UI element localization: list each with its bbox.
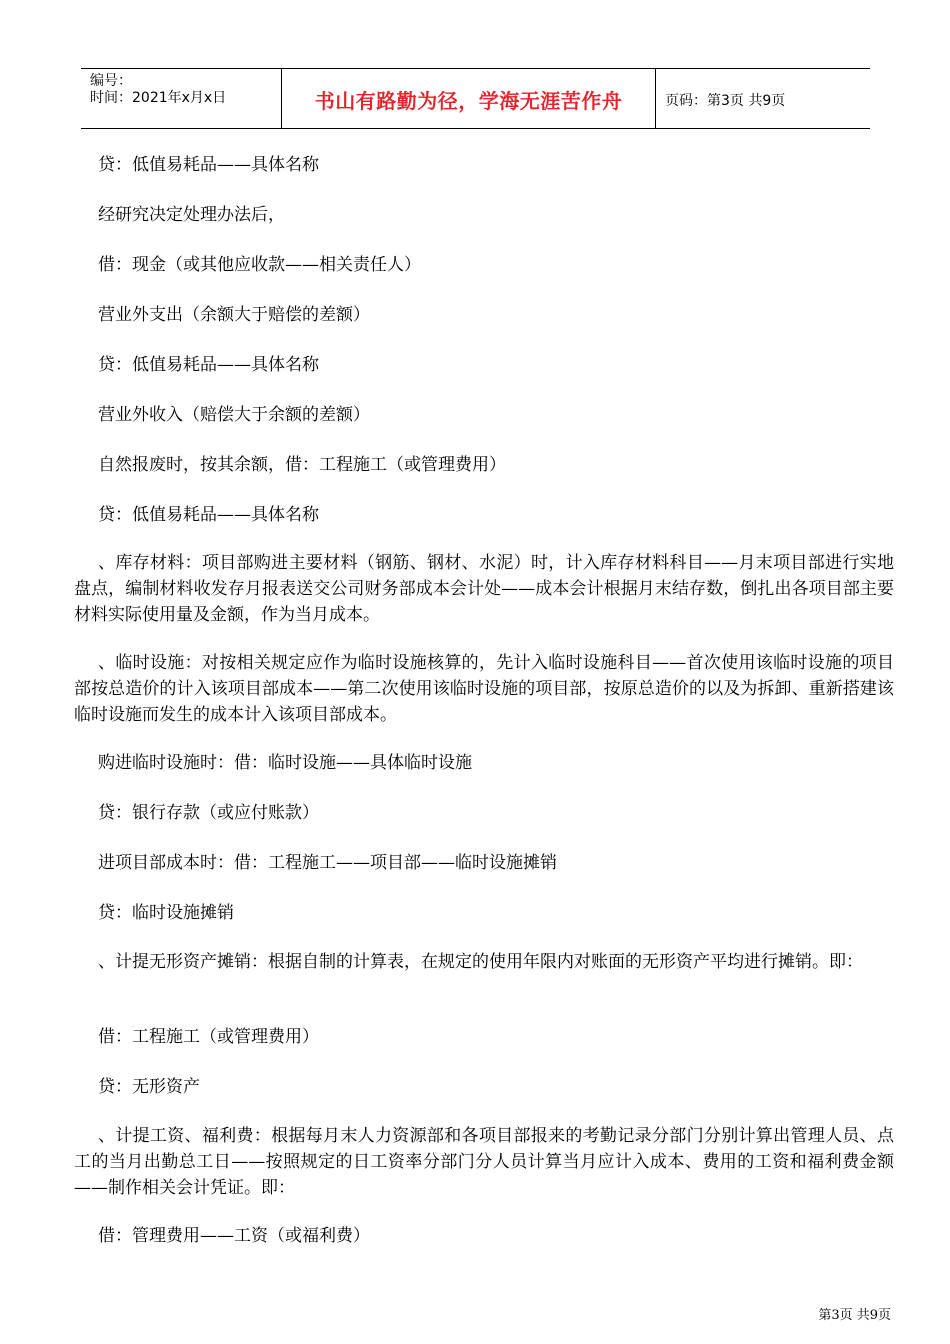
body-line: 购进临时设施时：借：临时设施——具体临时设施 <box>98 753 472 773</box>
body-line: 经研究决定处理办法后， <box>98 205 285 225</box>
paragraph-inventory: 、库存材料：项目部购进主要材料（钢筋、钢材、水泥）时，计入库存材料科目——月末项目部进行实地盘点，编制材料收发存月报表送交公司财务部成本会计处——成本会计根据月末结存数，倒扎出各项目部主要材料实际使用量及金额，作为当月成本。 <box>74 553 894 625</box>
body-line: 贷：银行存款（或应付账款） <box>98 803 319 823</box>
body-line: 进项目部成本时：借：工程施工——项目部——临时设施摊销 <box>98 853 557 873</box>
body-line: 营业外收入（赔偿大于余额的差额） <box>98 405 370 425</box>
paragraph-wages: 、计提工资、福利费：根据每月末人力资源部和各项目部报来的考勤记录分部门分别计算出管理人员、点工的当月出勤总工日——按照规定的日工资率分部门分人员计算当月应计入成本、费用的工资和福利费金额——制作相关会计凭证。即： <box>74 1126 894 1198</box>
body-line: 自然报废时，按其余额，借：工程施工（或管理费用） <box>98 455 506 475</box>
body-line: 贷：无形资产 <box>98 1077 200 1097</box>
body-line: 贷：低值易耗品——具体名称 <box>98 355 319 375</box>
body-line: 营业外支出（余额大于赔偿的差额） <box>98 305 370 325</box>
document-time: 时间：2021年x月x日 <box>90 90 227 106</box>
body-line: 借：管理费用——工资（或福利费） <box>98 1226 370 1246</box>
header-meta <box>81 69 282 128</box>
header-motto: 书山有路勤为径，学海无涯苦作舟 <box>282 69 656 128</box>
paragraph-intangible-assets: 、计提无形资产摊销：根据自制的计算表，在规定的使用年限内对账面的无形资产平均进行摊销。即： <box>98 952 863 972</box>
body-line: 贷：低值易耗品——具体名称 <box>98 505 319 525</box>
body-line: 贷：低值易耗品——具体名称 <box>98 155 319 175</box>
page-header <box>81 68 870 129</box>
body-line: 贷：临时设施摊销 <box>98 903 234 923</box>
paragraph-temporary-facilities: 、临时设施：对按相关规定应作为临时设施核算的，先计入临时设施科目——首次使用该临时设施的项目部按总造价的计入该项目部成本——第二次使用该临时设施的项目部，按原总造价的以及为拆卸、重新搭建该临时设施而发生的成本计入该项目部成本。 <box>74 653 894 725</box>
header-page-info: 页码：第3页 共9页 <box>665 92 786 109</box>
body-line: 借：现金（或其他应收款——相关责任人） <box>98 255 421 275</box>
body-line: 借：工程施工（或管理费用） <box>98 1027 319 1047</box>
footer-page-info: 第3页 共9页 <box>818 1308 891 1323</box>
document-number-label: 编号： <box>90 73 132 89</box>
